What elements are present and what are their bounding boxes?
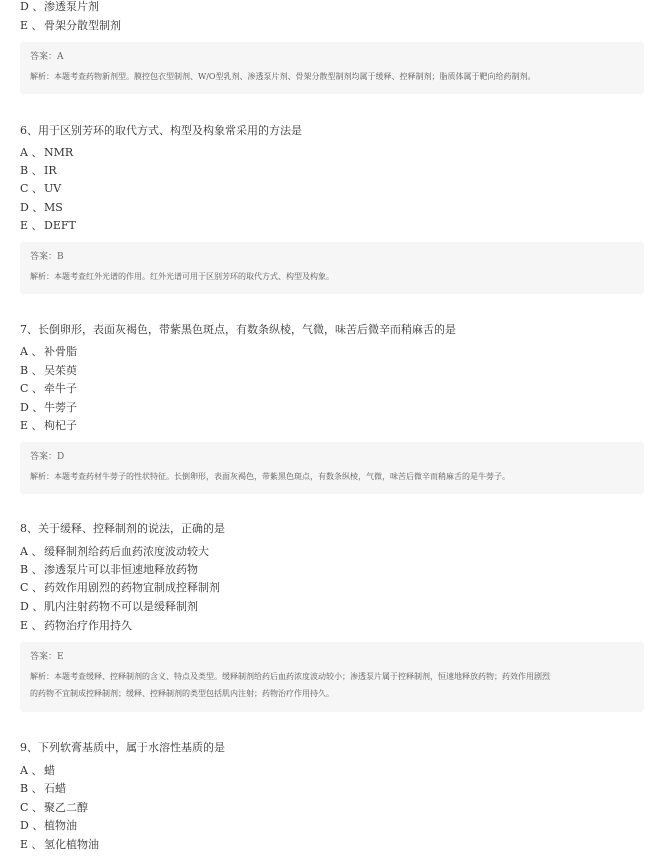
option-b[interactable]: B 、IR [20,164,57,177]
option-b[interactable]: B 、石蜡 [20,782,66,795]
explanation-text: 的药物不宜制成控释制剂；缓释、控释制剂的类型包括肌内注射；药物治疗作用持久。 [30,689,334,698]
option-b[interactable]: B 、吴茱萸 [20,364,77,377]
explanation-text: 解析：本题考查药材牛蒡子的性状特征。长倒卵形，表面灰褐色，带紫黑色斑点，有数条纵棱，气微，味苦后微辛而稍麻舌的是牛蒡子。 [30,472,510,481]
option-e[interactable]: E 、氢化植物油 [20,838,99,851]
option-d[interactable]: D 、肌内注射药物不可以是缓释制剂 [20,600,198,613]
explanation-text: 解析：本题考查红外光谱的作用。红外光谱可用于区别芳环的取代方式、构型及构象。 [30,272,334,281]
answer-text: 答案：D [30,452,65,462]
answer-box [20,242,644,294]
option-c[interactable]: C 、UV [20,182,62,195]
option-b[interactable]: B 、渗透泵片可以非恒速地释放药物 [20,563,198,576]
option-d[interactable]: D 、植物油 [20,819,77,832]
question-title: 9、下列软膏基质中，属于水溶性基质的是 [20,741,225,754]
question-title: 7、长倒卵形，表面灰褐色，带紫黑色斑点，有数条纵棱，气微，味苦后微辛而稍麻舌的是 [20,323,456,336]
option-e[interactable]: E 、骨架分散型制剂 [20,19,121,32]
answer-text: 答案：B [30,252,64,262]
answer-box [20,642,644,712]
option-e[interactable]: E 、药物治疗作用持久 [20,619,132,632]
option-e[interactable]: E 、枸杞子 [20,419,77,432]
explanation-text: 解析：本题考查药物新剂型。膜控包衣型制剂、W/O型乳剂、渗透泵片剂、骨架分散型制剂均属于缓释、控释制剂；脂质体属于靶向给药制剂。 [30,72,536,81]
answer-text: 答案：E [30,652,64,662]
answer-text: 答案：A [30,52,64,62]
option-c[interactable]: C 、药效作用剧烈的药物宜制成控释制剂 [20,581,220,594]
option-a[interactable]: A 、 蜡 [20,764,55,777]
option-d[interactable]: D 、牛蒡子 [20,401,77,414]
question-title: 6、用于区别芳环的取代方式、构型及构象常采用的方法是 [20,124,302,137]
option-a[interactable]: A 、 NMR [20,146,74,159]
option-d[interactable]: D 、渗透泵片剂 [20,0,99,13]
option-c[interactable]: C 、牵牛子 [20,382,77,395]
option-a[interactable]: A 、 缓释制剂给药后血药浓度波动较大 [20,545,209,558]
explanation-text: 解析：本题考查缓释、控释制剂的含义、特点及类型。缓释制剂给药后血药浓度波动较小；渗透泵片属于控释制剂，恒速地释放药物；药效作用剧烈 [30,672,550,681]
option-c[interactable]: C 、聚乙二醇 [20,801,88,814]
answer-box [20,442,644,494]
answer-box [20,42,644,94]
option-e[interactable]: E 、DEFT [20,219,76,232]
option-a[interactable]: A 、 补骨脂 [20,345,77,358]
question-title: 8、关于缓释、控释制剂的说法，正确的是 [20,522,225,535]
option-d[interactable]: D 、MS [20,201,63,214]
